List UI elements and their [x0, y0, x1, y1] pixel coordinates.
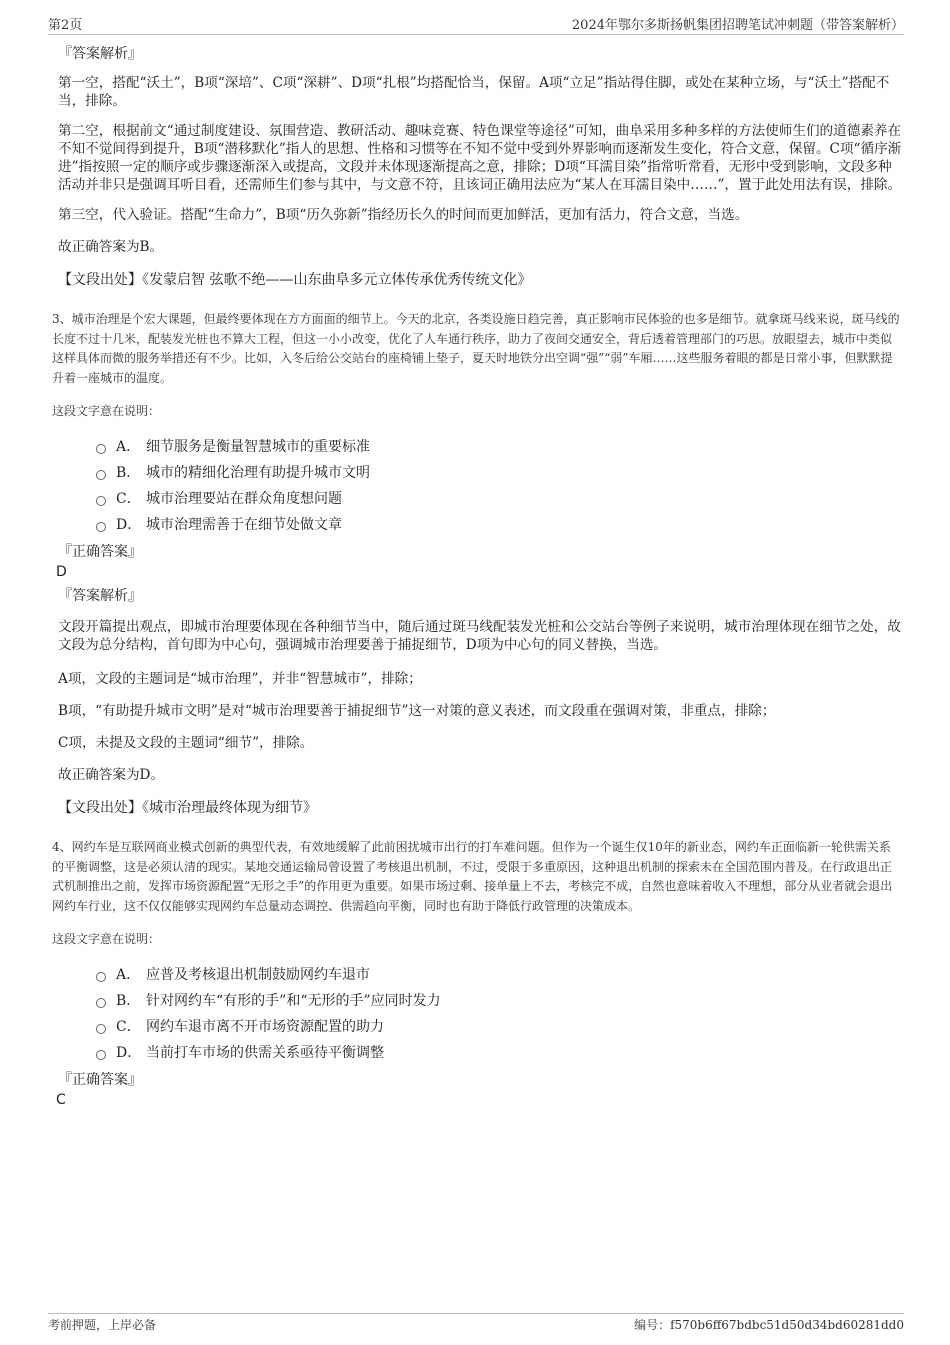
option-letter: A．	[116, 967, 141, 983]
q3-prompt: 这段文字意在说明：	[52, 404, 161, 418]
q3-analysis-paragraph: 文段开篇提出观点，即城市治理要体现在各种细节当中，随后通过斑马线配装发光桩和公交站台等例子来说明，城市治理体现在细节之处，故文段为总分结构，首句即为中心句，强调城市治理要善于捕捉细节，D项为中心句的同义替换，当选。	[58, 619, 901, 653]
document-title: 2024年鄂尔多斯扬帆集团招聘笔试冲刺题（带答案解析）	[571, 18, 904, 33]
q2-analysis-label: 『答案解析』	[58, 46, 142, 62]
q3-question-text: 3、城市治理是个宏大课题，但最终要体现在方方面面的细节上。今天的北京，各类设施日趋完善，真正影响市民体验的也多是细节。就拿斑马线来说，斑马线的长度不过十几米，配装发光桩也不算大工程，但这一小小改变，优化了人车通行秩序，助力了夜间交通安全，背后透着管理部门的巧思。放眼望去，城市中类似这样具体而微的服务举措还有不少。比如，入冬后给公交站台的座椅铺上垫子，夏天时地铁分出空调“强”“弱”车厢……这些服务着眼的都是日常小事，但默默提升着一座城市的温度。	[52, 312, 900, 385]
q4-options	[96, 962, 902, 1066]
radio-icon[interactable]	[96, 522, 106, 532]
q4-option-b[interactable]	[96, 988, 902, 1014]
option-letter: C．	[116, 491, 141, 507]
q3-option-d[interactable]	[96, 512, 902, 538]
q3-option-b[interactable]	[96, 460, 902, 486]
option-text: 城市的精细化治理有助提升城市文明	[146, 465, 370, 481]
option-letter: B．	[116, 465, 141, 481]
q4-question-text: 4、网约车是互联网商业模式创新的典型代表，有效地缓解了此前困扰城市出行的打车难问题。但作为一个诞生仅10年的新业态，网约车正面临新一轮供需关系的平衡调整，这是必须认清的现实。某地交通运输局曾设置了考核退出机制，不过，受限于多重原因，这种退出机制的探索未在全国范围内普及。在行政退出正式机制推出之前，发挥市场资源配置“无形之手”的作用更为重要。如果市场过剩、接单量上不去，考核完不成，自然也意味着收入不理想，部分从业者就会退出网约车行业，这不仅仅能够实现网约车总量动态调控、供需趋向平衡，同时也有助于降低行政管理的决策成本。	[52, 840, 893, 913]
page-content	[52, 44, 902, 1114]
option-text: 针对网约车“有形的手”和“无形的手”应同时发力	[146, 993, 441, 1009]
option-letter: A．	[116, 439, 141, 455]
option-letter: D．	[116, 1045, 142, 1061]
q4-option-d[interactable]	[96, 1040, 902, 1066]
q3-source: 【文段出处】《城市治理最终体现为细节》	[58, 800, 317, 816]
q3-answer-label: 『正确答案』	[58, 544, 142, 560]
q3-option-a[interactable]	[96, 434, 902, 460]
q2-analysis-paragraph: 第三空，代入验证。搭配“生命力”，B项“历久弥新”指经历长久的时间而更加鲜活，更加有活力，符合文意，当选。	[58, 207, 749, 223]
q3-option-c[interactable]	[96, 486, 902, 512]
option-letter: B．	[116, 993, 141, 1009]
radio-icon[interactable]	[96, 470, 106, 480]
q2-analysis-paragraph: 第一空，搭配“沃土”，B项“深培”、C项“深耕”、D项“扎根”均搭配恰当，保留。A项“立足”指站得住脚，或处在某种立场，与“沃土”搭配不当，排除。	[58, 75, 890, 109]
option-text: 城市治理要站在群众角度想问题	[146, 491, 342, 507]
footer-serial: 编号：f570b6ff67bdbc51d50d34bd60281dd0	[634, 1318, 904, 1332]
q3-analysis-paragraph: A项，文段的主题词是“城市治理”，并非“智慧城市”，排除；	[58, 671, 422, 687]
radio-icon[interactable]	[96, 496, 106, 506]
q4-answer-label: 『正确答案』	[58, 1072, 142, 1088]
q4-prompt: 这段文字意在说明：	[52, 932, 161, 946]
radio-icon[interactable]	[96, 972, 106, 982]
q3-options	[96, 434, 902, 538]
page-number: 第2页	[48, 18, 83, 33]
q3-analysis-conclusion: 故正确答案为D。	[58, 767, 165, 783]
option-letter: D．	[116, 517, 142, 533]
option-text: 网约车退市离不开市场资源配置的助力	[146, 1019, 384, 1035]
option-text: 当前打车市场的供需关系亟待平衡调整	[146, 1045, 384, 1061]
radio-icon[interactable]	[96, 444, 106, 454]
q3-analysis-label: 『答案解析』	[58, 588, 142, 604]
q4-option-c[interactable]	[96, 1014, 902, 1040]
q2-analysis-paragraph: 第二空，根据前文“通过制度建设、氛围营造、教研活动、趣味竞赛、特色课堂等途径”可知，曲阜采用多种多样的方法使师生们的道德素养在不知不觉间得到提升，B项“潜移默化”指人的思想、性格和习惯等在不知不觉中受到外界影响而逐渐发生变化，符合文意，保留。C项“循序渐进”指按照一定的顺序或步骤逐渐深入或提高，文段并未体现逐渐提高之意，排除；D项“耳濡目染”指常听常看，无形中受到影响，文段多种活动并非只是强调耳听目看，还需师生们参与其中，与文意不符，且该词正确用法应为“某人在耳濡目染中……”，置于此处用法有误，排除。	[58, 123, 902, 193]
page-header	[48, 14, 904, 35]
radio-icon[interactable]	[96, 998, 106, 1008]
radio-icon[interactable]	[96, 1024, 106, 1034]
q4-answer-value: C	[56, 1092, 66, 1108]
q4-option-a[interactable]	[96, 962, 902, 988]
q3-answer-value: D	[56, 564, 67, 580]
q2-analysis-conclusion: 故正确答案为B。	[58, 239, 164, 255]
page-footer	[48, 1313, 904, 1336]
option-letter: C．	[116, 1019, 141, 1035]
footer-slogan: 考前押题，上岸必备	[48, 1318, 157, 1332]
option-text: 城市治理需善于在细节处做文章	[146, 517, 342, 533]
q3-analysis-paragraph: B项，“有助提升城市文明”是对“城市治理要善于捕捉细节”这一对策的意义表述，而文段重在强调对策，非重点，排除；	[58, 703, 776, 719]
option-text: 细节服务是衡量智慧城市的重要标准	[146, 439, 370, 455]
q2-source: 【文段出处】《发蒙启智 弦歌不绝——山东曲阜多元立体传承优秀传统文化》	[58, 272, 532, 288]
q3-analysis-paragraph: C项，未提及文段的主题词“细节”，排除。	[58, 735, 314, 751]
option-text: 应普及考核退出机制鼓励网约车退市	[146, 967, 370, 983]
radio-icon[interactable]	[96, 1050, 106, 1060]
